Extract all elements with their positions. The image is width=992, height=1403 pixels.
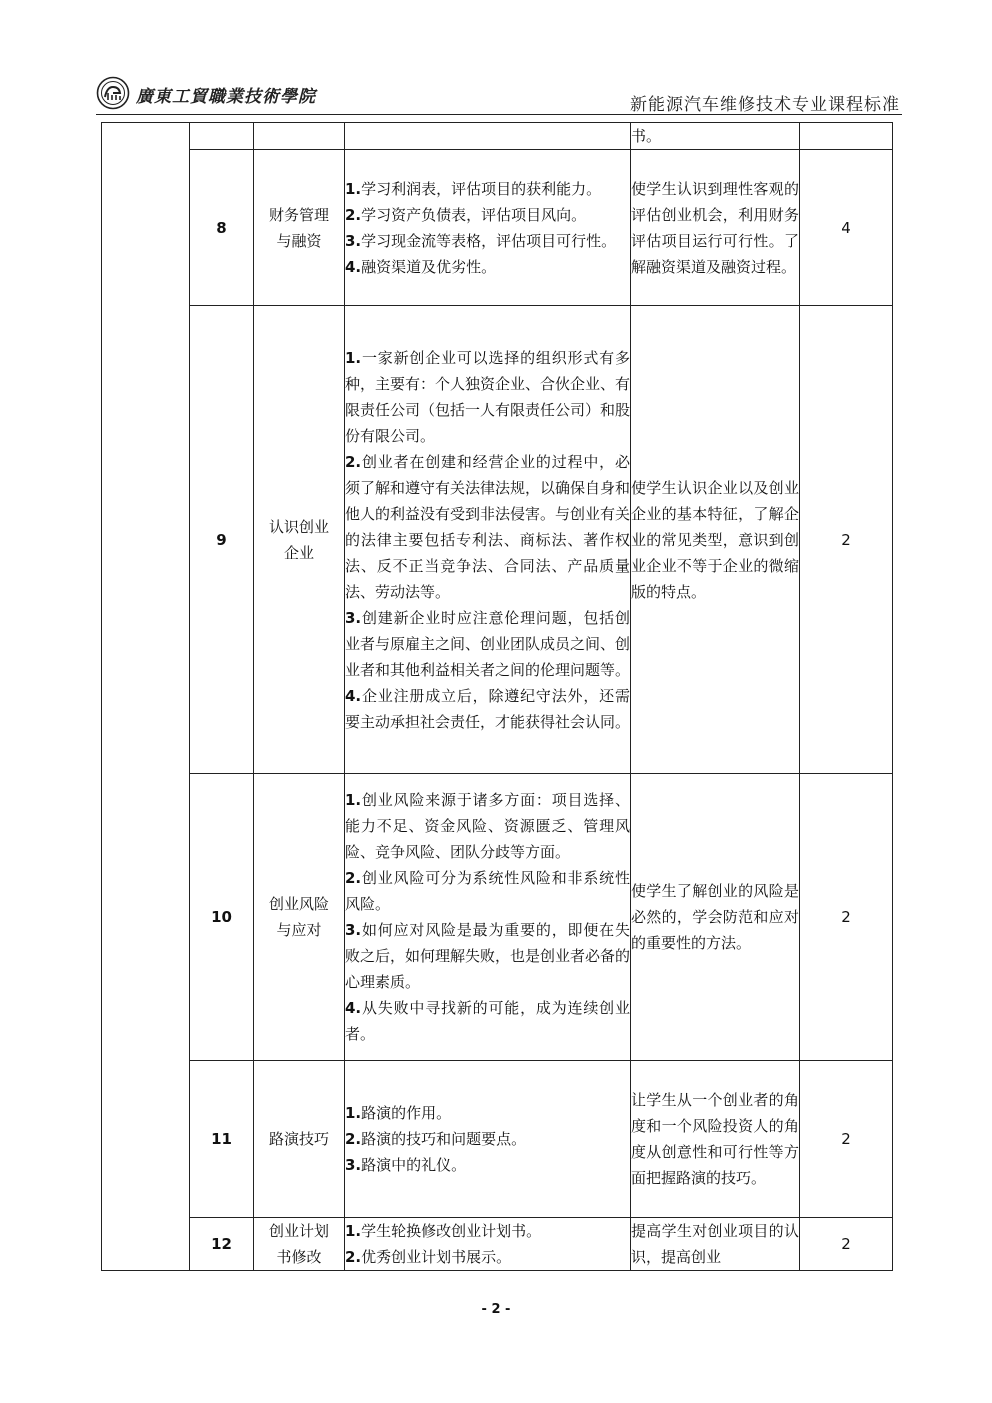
content-item: 4.企业注册成立后，除遵纪守法外，还需要主动承担社会责任，才能获得社会认同。 [345,686,631,731]
lesson-name-line: 财务管理 [268,205,329,224]
content-item: 2.路演的技巧和问题要点。 [345,1130,527,1148]
content-item: 3.学习现金流等表格，评估项目可行性。 [345,231,617,250]
lesson-number-cell: 12 [190,1218,254,1271]
lesson-number-cell: 10 [190,774,254,1061]
table-row-continued [102,123,893,150]
content-item: 1.一家新创企业可以选择的组织形式有多种，主要有：个人独资企业、合伙企业、有限责任公司（包括一人有限责任公司）和股份有限公司。 [345,348,631,445]
lesson-name-line: 企业 [283,543,314,562]
module-column-cell [102,123,190,1271]
lesson-number-cell: 8 [190,150,254,306]
content-item: 2.创业者在创建和经营企业的过程中，必须了解和遵守有关法律法规，以确保自身和他人的利益没有受到非法侵害。与创业有关的法律主要包括专利法、商标法、著作权法、反不正当竞争法、合同法、产品质量法、劳动法等。 [345,452,631,601]
lesson-name-line: 创业计划 [268,1222,329,1240]
document-title: 新能源汽车维修技术专业课程标准 [630,95,900,115]
content-item: 1.路演的作用。 [345,1104,452,1122]
lesson-number-cell: 11 [190,1061,254,1218]
hours-cell: 2 [800,306,893,774]
hours-cell: 4 [800,150,893,306]
lesson-name-cell [254,774,345,1061]
content-item: 1.创业风险来源于诸多方面：项目选择、能力不足、资金风险、资源匮乏、管理风险、竞争风险、团队分歧等方面。 [345,791,630,861]
goal-cell: 让学生从一个创业者的角度和一个风险投资人的角度从创意性和可行性等方面把握路演的技巧。 [631,1061,800,1218]
content-cell [345,774,631,1061]
content-item: 2.学习资产负债表，评估项目风向。 [345,205,587,224]
content-cell [345,1061,631,1218]
content-item: 4.从失败中寻找新的可能，成为连续创业者。 [345,999,630,1043]
table-row [102,774,893,1061]
goal-cell: 提高学生对创业项目的认识，提高创业 [631,1218,800,1271]
content-item: 3.路演中的礼仪。 [345,1156,467,1174]
goal-cell: 使学生认识到理性客观的评估创业机会，利用财务评估项目运行可行性。了解融资渠道及融资过程。 [631,150,800,306]
table-row [102,1218,893,1271]
content-item: 1.学生轮换修改创业计划书。 [345,1222,542,1240]
hours-cell: 2 [800,1061,893,1218]
content-cell [345,1218,631,1271]
lesson-name-cell [254,1061,345,1218]
table-row [102,150,893,306]
lesson-name-line: 认识创业 [268,517,329,536]
content-item: 3.如何应对风险是最为重要的，即便在失败之后，如何理解失败，也是创业者必备的心理素质。 [345,921,631,991]
lesson-name-line: 创业风险 [268,895,329,913]
lesson-name-line: 路演技巧 [268,1130,329,1148]
content-item: 1.学习利润表，评估项目的获利能力。 [345,179,602,198]
school-name: 廣東工貿職業技術學院 [136,87,316,107]
lesson-name-cell [254,306,345,774]
table-row [102,1061,893,1218]
goal-cell: 使学生认识企业以及创业企业的基本特征，了解企业的常见类型，意识到创业企业不等于企业的微缩版的特点。 [631,306,800,774]
lesson-name-line: 与融资 [276,231,322,250]
content-item: 2.创业风险可分为系统性风险和非系统性风险。 [345,869,630,913]
goal-cell: 使学生了解创业的风险是必然的，学会防范和应对的重要性的方法。 [631,774,800,1061]
hours-cell: 2 [800,774,893,1061]
content-cell [345,306,631,774]
lesson-name-cell [254,1218,345,1271]
content-item: 2.优秀创业计划书展示。 [345,1248,512,1266]
page-number: - 2 - [481,1302,511,1317]
school-logo-icon [96,76,130,110]
content-item: 4.融资渠道及优劣性。 [345,257,497,276]
content-item: 3.创建新企业时应注意伦理问题，包括创业者与原雇主之间、创业团队成员之间、创业者和其他利益相关者之间的伦理问题等。 [345,608,631,679]
goal-cell-continued: 书。 [631,123,800,150]
course-content-table [101,122,893,1271]
hours-cell: 2 [800,1218,893,1271]
lesson-number-cell: 9 [190,306,254,774]
lesson-name-line: 与应对 [276,921,322,939]
lesson-name-line: 书修改 [276,1248,322,1266]
lesson-name-cell [254,150,345,306]
table-row [102,306,893,774]
page-header [96,66,902,115]
content-cell [345,150,631,306]
